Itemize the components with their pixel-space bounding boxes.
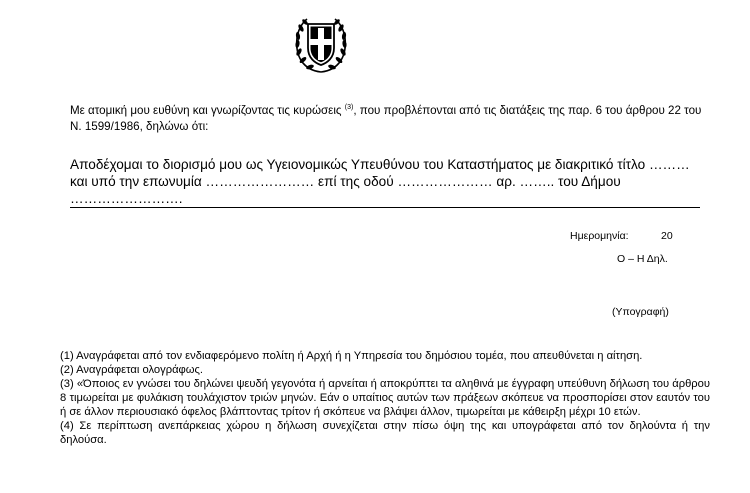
date-label: Ημερομηνία:	[570, 230, 629, 242]
intro-text-after: , που προβλέπονται από τις διατάξεις της παρ. 6 του άρθρου 22 του Ν. 1599/1986, δηλώνω ότι:	[70, 104, 702, 133]
divider	[70, 207, 700, 208]
date-year: 20	[661, 230, 673, 242]
footnote-3: (3) «Όποιος εν γνώσει του δηλώνει ψευδή γεγονότα ή αρνείται ή αποκρύπτει τα αληθινά με έγγραφη υπεύθυνη δήλωση του άρθρου 8 τιμωρείται με φυλάκιση τουλάχιστον τριών μηνών. Εάν ο υπαίτιος αυτών των πράξεων σκόπευε να προσπορίσει στον εαυτόν του ή σε άλλον περιουσιακό όφελος βλάπτοντας τρίτον ή σκόπευε να βλάψει άλλον, τιμωρείται με κάθειρξη μέχρι 10 ετών.	[60, 378, 710, 418]
footnote-4: (4) Σε περίπτωση ανεπάρκειας χώρου η δήλωση συνεχίζεται στην πίσω όψη της και υπογράφεται από τον δηλούντα ή την δηλούσα.	[60, 420, 710, 446]
signer-label: Ο – Η Δηλ.	[617, 253, 668, 265]
footnote-ref: (3)	[344, 104, 354, 112]
intro-text-before: Με ατομική μου ευθύνη και γνωρίζοντας τις κυρώσεις	[70, 104, 342, 117]
footnote-2: (2) Αναγράφεται ολογράφως.	[60, 364, 204, 376]
declaration-text: Αποδέχομαι το διορισμό μου ως Υγειονομικώς Υπευθύνου του Καταστήματος με διακριτικό τίτλο ……… και υπό την επωνυμία …………………… επί της οδού ………………… αρ. …….. του Δήμου …………………….	[70, 157, 690, 206]
greek-coat-of-arms-icon	[289, 12, 353, 76]
signature-caption: (Υπογραφή)	[612, 306, 669, 318]
intro-paragraph	[70, 103, 710, 135]
footnote-1: (1) Αναγράφεται από τον ενδιαφερόμενο πολίτη ή Αρχή ή η Υπηρεσία του δημόσιου τομέα, που απευθύνεται η αίτηση.	[60, 350, 643, 362]
footnotes	[60, 349, 710, 447]
